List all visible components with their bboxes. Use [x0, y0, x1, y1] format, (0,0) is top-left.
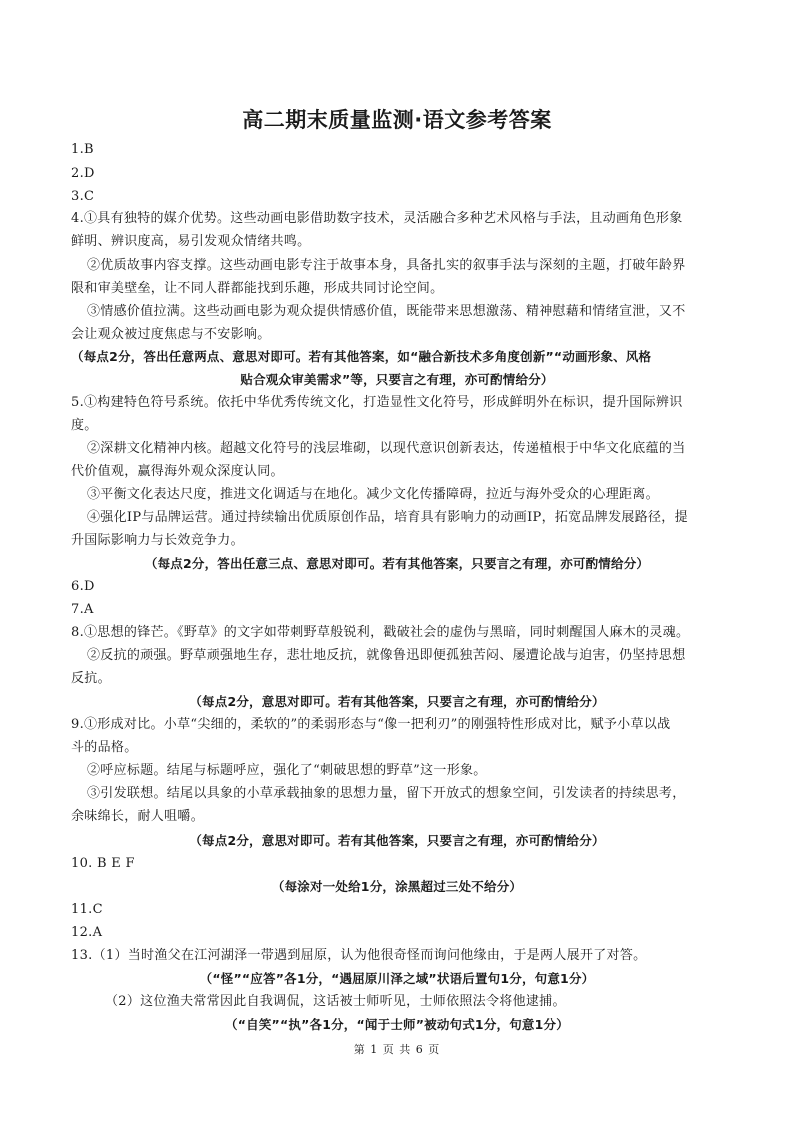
answer-5-line: 5.①构建特色符号系统。依托中华优秀传统文化，打造显性文化符号，形成鲜明外在标识，提升国际辨识 — [71, 395, 683, 410]
answer-4-line: ②优质故事内容支撑。这些动画电影专注于故事本身，具备扎实的叙事手法与深刻的主题，打破年龄界 — [87, 258, 686, 273]
answer-9-line: ③引发联想。结尾以具象的小草承载抽象的思想力量，留下开放式的想象空间，引发读者的持续思考， — [87, 786, 686, 801]
answer-12: 12.A — [71, 925, 103, 940]
answer-7: 7.A — [71, 602, 94, 617]
answer-4-line: ③情感价值拉满。这些动画电影为观众提供情感价值，既能带来思想激荡、精神慰藉和情绪宣泄，又不 — [87, 304, 686, 319]
answer-10: 10. B E F — [71, 856, 135, 871]
answer-5-line: ③平衡文化表达尺度，推进文化调适与在地化。减少文化传播障碍，拉近与海外受众的心理距离。 — [87, 487, 659, 502]
answer-5-line: 升国际影响力与长效竞争力。 — [71, 533, 244, 548]
answer-2: 2.D — [71, 166, 95, 181]
answer-4-line: 限和审美壁垒，让不同人群都能找到乐趣，形成共同讨论空间。 — [71, 281, 444, 296]
answer-5-line: ②深耕文化精神内核。超越文化符号的浅层堆砌，以现代意识创新表达，传递植根于中华文化底蕴的当 — [87, 441, 686, 456]
answer-9-line: 9.①形成对比。小草“尖细的，柔软的”的柔弱形态与“像一把利刃”的刚强特性形成对比，赋予小草以战 — [71, 717, 671, 732]
scoring-note: （每涂对一处给1分，涂黑超过三处不给分） — [271, 879, 523, 894]
answer-4-line: 鲜明、辨识度高，易引发观众情绪共鸣。 — [71, 234, 311, 249]
scoring-note: （每点2分，答出任意两点、意思对即可。若有其他答案，如“融合新技术多角度创新”“动画形象、风格 — [71, 349, 652, 364]
answer-4-line: 4.①具有独特的媒介优势。这些动画电影借助数字技术，灵活融合多种艺术风格与手法，且动画角色形象 — [71, 211, 683, 226]
answer-3: 3.C — [71, 189, 95, 204]
answer-1: 1.B — [71, 142, 94, 157]
answer-9-line: 斗的品格。 — [71, 740, 138, 755]
answer-9-line: ②呼应标题。结尾与标题呼应，强化了“刺破思想的野草”这一形象。 — [87, 763, 487, 778]
answer-5-line: 度。 — [71, 418, 98, 433]
answer-4-line: 会让观众被过度焦虑与不安影响。 — [71, 327, 271, 342]
answer-5-line: ④强化IP与品牌运营。通过持续输出优质原创作品，培育具有影响力的动画IP，拓宽品牌发展路径，提 — [87, 510, 688, 525]
page-number: 第 1 页 共 6 页 — [353, 1043, 441, 1056]
answer-5-line: 代价值观，赢得海外观众深度认同。 — [71, 464, 284, 479]
answer-9-line: 余味绵长，耐人咀嚼。 — [71, 809, 205, 824]
answer-13-line: 13.（1）当时渔父在江河湖泽一带遇到屈原，认为他很奇怪而询问他缘由，于是两人展开了对答。 — [71, 948, 647, 963]
answer-8-line: 8.①思想的锋芒。《野草》的文字如带刺野草般锐利，戳破社会的虚伪与黑暗，同时刺醒国人麻木的灵魂。 — [71, 625, 690, 640]
answer-13-line: （2）这位渔夫常常因此自我调侃，这话被士师听见，士师依照法令将他逮捕。 — [105, 994, 566, 1009]
answer-6: 6.D — [71, 579, 95, 594]
document-title: 高二期末质量监测·语文参考答案 — [242, 108, 552, 132]
scoring-note: （“怪”“应答”各1分，“遇屈原川泽之域”状语后置句1分，句意1分） — [199, 971, 595, 986]
scoring-note: 贴合观众审美需求”等，只要言之有理，亦可酌情给分） — [240, 372, 554, 387]
answer-11: 11.C — [71, 902, 103, 917]
answer-8-line: ②反抗的顽强。野草顽强地生存，悲壮地反抗，就像鲁迅即便孤独苦闷、屡遭论战与迫害，仍坚持思想 — [87, 648, 686, 663]
scoring-note: （每点2分，答出任意三点、意思对即可。若有其他答案，只要言之有理，亦可酌情给分） — [144, 556, 650, 571]
answer-8-line: 反抗。 — [71, 671, 111, 686]
scoring-note: （每点2分，意思对即可。若有其他答案，只要言之有理，亦可酌情给分） — [189, 833, 605, 848]
scoring-note: （“自笑”“执”各1分，“闻于士师”被动句式1分，句意1分） — [225, 1017, 569, 1032]
scoring-note: （每点2分，意思对即可。若有其他答案，只要言之有理，亦可酌情给分） — [189, 694, 605, 709]
